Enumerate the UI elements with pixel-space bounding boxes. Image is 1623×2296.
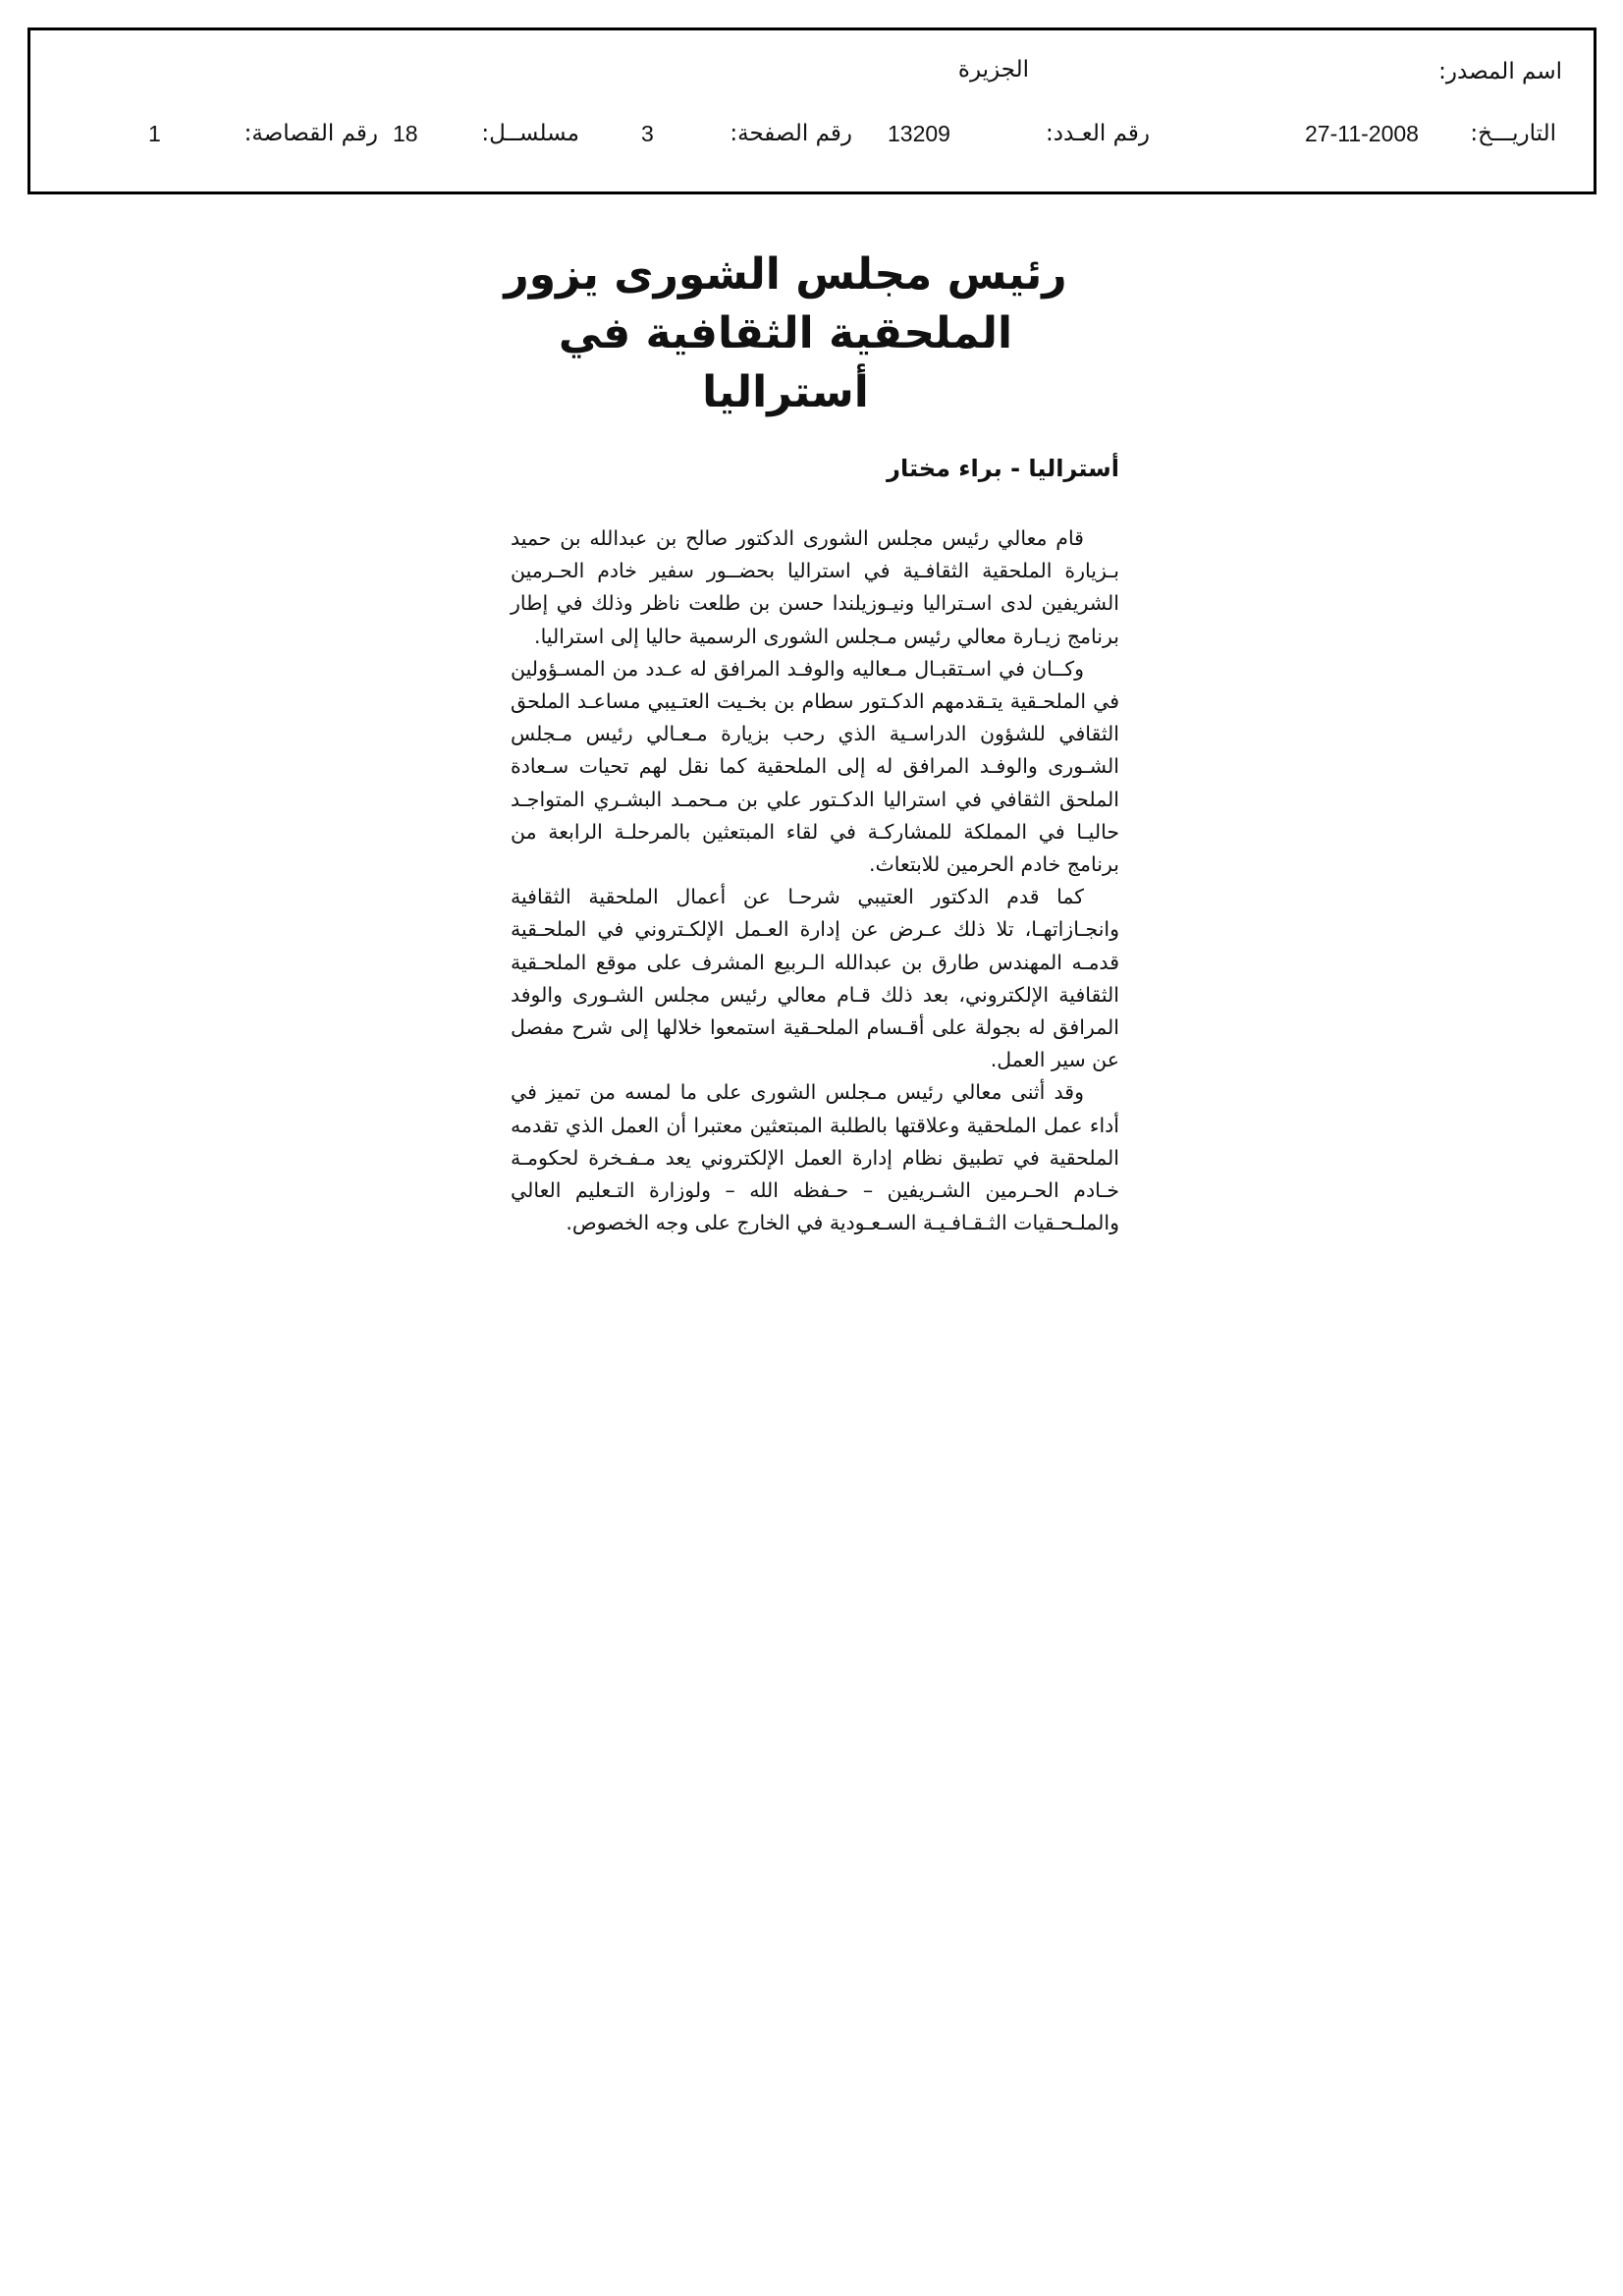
byline: أستراليا - براء مختار — [887, 455, 1119, 482]
title-line-1: رئيس مجلس الشورى يزور — [504, 249, 1067, 300]
source-label: اسم المصدر: — [1438, 59, 1562, 84]
source-value: الجزيرة — [957, 57, 1029, 82]
serial-label: مسلســل: — [481, 121, 579, 146]
clip-label: رقم القصاصة: — [243, 121, 378, 146]
clipping-header-box — [27, 27, 1596, 194]
page-value: 3 — [641, 121, 654, 146]
date-label: التاريـــخ: — [1470, 121, 1556, 146]
paragraph-4: وقد أثنى معالي رئيس مـجلس الشورى على ما لمسه من تميز في أداء عمل الملحقية وعلاقتها بالطلبة المبتعثين معتبرا أن العمل الذي تقدمه الملحقية في تطبيق نظام إدارة العمل الإلكتروني يعد مـفـخرة لحكومـة خـادم الحـرمين الشـريفين – حـفظه الله – ولوزارة التـعليم العالي والملـحـقيات الثـقـافـيـة السـعـودية في الخارج على وجه الخصوص. — [511, 1080, 1119, 1235]
paragraph-3: كما قدم الدكتور العتيبي شرحـا عن أعمال الملحقية الثقافية وانجـازاتهـا، تلا ذلك عـرض عن إدارة العـمل الإلكـتروني في الملحـقية قدمـه المهندس طارق بن عبدالله الـربيع المشرف على موقع الملحـقية الثقافية الإلكتروني، بعد ذلك قـام معالي رئيس مجلس الشـورى والوفد المرافق له بجولة على أقـسام الملحـقية استمعوا خلالها إلى شرح مفصل عن سير العمل. — [511, 885, 1119, 1072]
paragraph-2: وكــان في اسـتقبـال مـعاليه والوفـد المرافق له عـدد من المسـؤولين في الملحـقية يتـقدمهم الدكـتور سطام بن بخـيت العتـيبي مساعـد الملحق الثقافي للشؤون الدراسـية الذي رحب بزيارة مـعـالي رئيس مـجلس الشـورى والوفـد المرافق له إلى الملحقية كما نقل لهم تحيات سـعادة الملحق الثقافي في استراليا الدكـتور علي بن مـحمـد البشـري المتواجـد حاليـا في المملكة للمشاركـة في لقاء المبتعثين بالمرحلـة الرابعة من برنامج خادم الحرمين للابتعاث. — [511, 656, 1119, 877]
article-title — [491, 246, 1119, 422]
page-label: رقم الصفحة: — [730, 121, 852, 146]
issue-label: رقم العـدد: — [1045, 121, 1150, 146]
clip-value: 1 — [148, 121, 161, 146]
serial-value: 18 — [393, 121, 418, 146]
date-value: 27-11-2008 — [1305, 121, 1419, 146]
paragraph-1: قام معالي رئيس مجلس الشورى الدكتور صالح بن عبدالله بن حميد بـزيارة الملحقية الثقافـية في استراليا بحضــور سفير خادم الحـرمين الشريفين لدى اسـتراليا ونيـوزيلندا حسن بن طلعت ناظر وذلك في إطار برنامج زيـارة معالي رئيس مـجلس الشورى الرسمية حاليا إلى استراليا. — [511, 526, 1119, 648]
title-line-2: الملحقية الثقافية في أستراليا — [558, 308, 1013, 417]
article — [504, 246, 1119, 1239]
article-body — [511, 522, 1119, 1239]
issue-value: 13209 — [888, 121, 950, 146]
